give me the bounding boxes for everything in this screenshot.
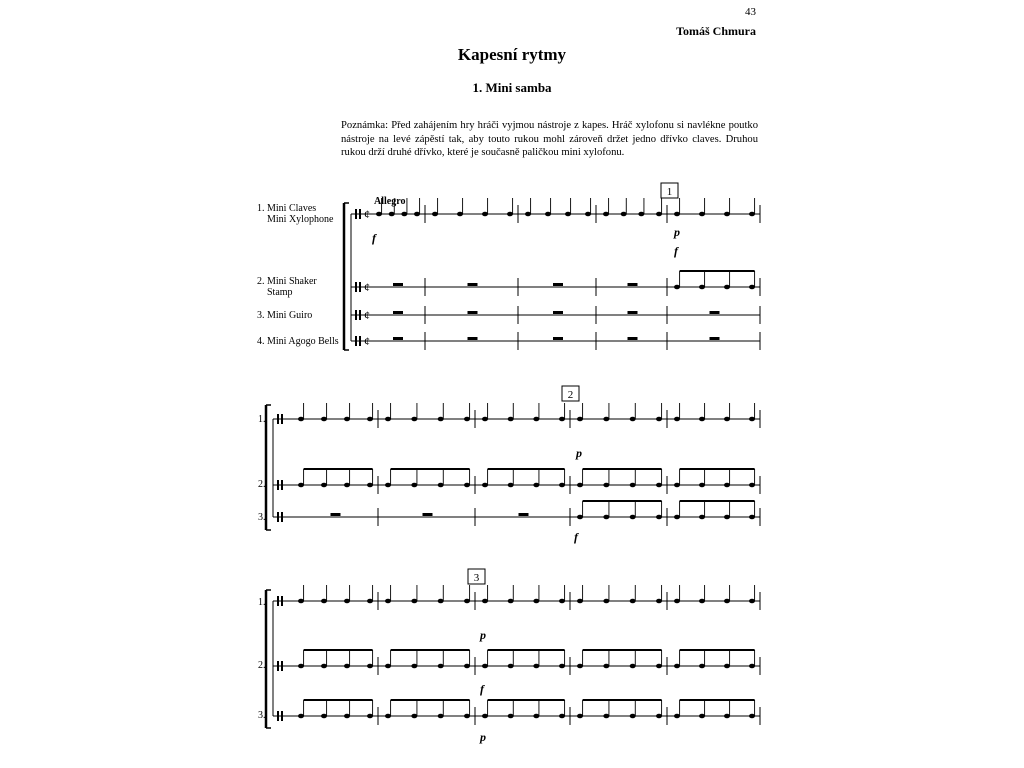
instrument-label-2-line2: Stamp	[267, 287, 293, 298]
note-head	[656, 714, 662, 719]
note-head	[577, 714, 583, 719]
note-head	[656, 483, 662, 488]
whole-rest	[710, 337, 720, 340]
whole-rest	[553, 311, 563, 314]
note-head	[507, 212, 513, 217]
time-signature-cut: ¢	[364, 207, 370, 221]
note-head	[464, 664, 470, 669]
note-head	[508, 599, 514, 604]
dynamic-f-4: f	[480, 682, 484, 696]
note-head	[344, 599, 350, 604]
time-signature-cut: ¢	[364, 334, 370, 348]
note-head	[298, 483, 304, 488]
note-head	[724, 664, 730, 669]
note-head	[464, 483, 470, 488]
note-head	[385, 483, 391, 488]
note-head	[344, 417, 350, 422]
note-head	[385, 664, 391, 669]
note-head	[749, 599, 755, 604]
note-head	[674, 599, 680, 604]
note-head	[321, 714, 327, 719]
note-head	[438, 417, 444, 422]
percussion-clef	[281, 661, 283, 671]
note-head	[699, 664, 705, 669]
note-head	[603, 664, 609, 669]
note-head	[438, 714, 444, 719]
note-head	[656, 417, 662, 422]
piece-title: 1. Mini samba	[472, 80, 552, 95]
note-head	[508, 664, 514, 669]
whole-rest	[553, 283, 563, 286]
note-head	[401, 212, 407, 217]
note-head	[749, 483, 755, 488]
note-head	[603, 417, 609, 422]
whole-rest	[393, 311, 403, 314]
percussion-clef	[281, 414, 283, 424]
percussion-clef	[277, 480, 279, 490]
percussion-clef	[281, 596, 283, 606]
dynamic-f-1: f	[372, 231, 376, 245]
note-head	[438, 483, 444, 488]
performance-note: Poznámka: Před zahájením hry hráči vyjmou nástroje z kapes. Hráč xylofonu si navlékne poutko nástroje na levé zápěstí tak, aby touto rukou mohl zároveň držet jedno dřívko claves. Druhou rukou drží druhé dřívko, které je současně paličkou mini xylofonu.	[341, 120, 758, 158]
note-head	[411, 714, 417, 719]
note-head	[533, 483, 539, 488]
note-head	[724, 417, 730, 422]
whole-rest	[628, 337, 638, 340]
note-head	[577, 664, 583, 669]
note-head	[385, 417, 391, 422]
percussion-clef	[359, 336, 361, 346]
note-head	[411, 599, 417, 604]
note-head	[724, 212, 730, 217]
note-head	[508, 417, 514, 422]
note-head	[411, 483, 417, 488]
note-head	[577, 417, 583, 422]
note-head	[674, 664, 680, 669]
note-head	[603, 515, 609, 520]
note-head	[674, 483, 680, 488]
note-head	[585, 212, 591, 217]
note-head	[749, 664, 755, 669]
note-head	[630, 599, 636, 604]
note-head	[699, 599, 705, 604]
note-head	[344, 483, 350, 488]
note-head	[533, 417, 539, 422]
note-head	[438, 664, 444, 669]
note-head	[411, 417, 417, 422]
note-head	[724, 285, 730, 290]
note-head	[298, 714, 304, 719]
composer-name: Tomáš Chmura	[676, 24, 756, 38]
note-head	[464, 714, 470, 719]
instrument-label-4: 4. Mini Agogo Bells	[257, 336, 339, 347]
note-head	[559, 664, 565, 669]
note-head	[533, 599, 539, 604]
note-head	[385, 599, 391, 604]
note-head	[482, 599, 488, 604]
time-signature-cut: ¢	[364, 280, 370, 294]
percussion-clef	[277, 512, 279, 522]
note-head	[559, 483, 565, 488]
note-head	[389, 212, 395, 217]
note-head	[482, 714, 488, 719]
note-head	[749, 212, 755, 217]
note-head	[630, 515, 636, 520]
note-head	[674, 515, 680, 520]
dynamic-p-2: p	[576, 446, 582, 460]
note-head	[630, 714, 636, 719]
note-head	[414, 212, 420, 217]
note-head	[674, 714, 680, 719]
note-head	[321, 599, 327, 604]
note-head	[367, 483, 373, 488]
percussion-clef	[277, 414, 279, 424]
whole-rest	[710, 311, 720, 314]
percussion-clef	[277, 661, 279, 671]
note-head	[432, 212, 438, 217]
note-head	[321, 664, 327, 669]
note-head	[603, 483, 609, 488]
note-head	[533, 664, 539, 669]
note-head	[464, 417, 470, 422]
note-head	[724, 483, 730, 488]
whole-rest	[468, 337, 478, 340]
note-head	[674, 212, 680, 217]
tempo-marking: Allegro	[374, 196, 406, 207]
note-head	[482, 417, 488, 422]
note-head	[577, 515, 583, 520]
note-head	[656, 599, 662, 604]
percussion-clef	[359, 310, 361, 320]
whole-rest	[468, 311, 478, 314]
short-label-3-s3: 3.	[258, 710, 266, 721]
note-head	[321, 483, 327, 488]
page-number: 43	[745, 6, 756, 18]
note-head	[298, 664, 304, 669]
rehearsal-mark-3: 3	[473, 572, 480, 584]
short-label-2-s2: 2.	[258, 479, 266, 490]
note-head	[630, 664, 636, 669]
note-head	[559, 714, 565, 719]
note-head	[559, 417, 565, 422]
percussion-clef	[359, 282, 361, 292]
note-head	[457, 212, 463, 217]
rehearsal-mark-2: 2	[567, 389, 574, 401]
note-head	[411, 664, 417, 669]
note-head	[749, 714, 755, 719]
instrument-label-3: 3. Mini Guiro	[257, 310, 313, 321]
dynamic-p-3: p	[480, 628, 486, 642]
note-head	[656, 212, 662, 217]
percussion-clef	[355, 336, 357, 346]
note-head	[464, 599, 470, 604]
short-label-1-s3: 1.	[258, 597, 266, 608]
note-head	[603, 212, 609, 217]
whole-rest	[393, 337, 403, 340]
instrument-label-2-line1: 2. Mini Shaker	[257, 276, 317, 287]
note-head	[298, 417, 304, 422]
note-head	[344, 714, 350, 719]
percussion-clef	[359, 209, 361, 219]
note-head	[438, 599, 444, 604]
dynamic-f-2: f	[674, 244, 678, 258]
whole-rest	[393, 283, 403, 286]
short-label-2-s3: 2.	[258, 660, 266, 671]
note-head	[533, 714, 539, 719]
time-signature-cut: ¢	[364, 308, 370, 322]
instrument-label-1-line2: Mini Xylophone	[267, 214, 334, 225]
note-head	[749, 515, 755, 520]
whole-rest	[628, 283, 638, 286]
whole-rest	[468, 283, 478, 286]
note-head	[749, 417, 755, 422]
note-head	[482, 212, 488, 217]
note-head	[545, 212, 551, 217]
note-head	[525, 212, 531, 217]
note-head	[577, 483, 583, 488]
note-head	[699, 285, 705, 290]
note-head	[482, 664, 488, 669]
note-head	[603, 599, 609, 604]
percussion-clef	[355, 282, 357, 292]
rehearsal-mark-1: 1	[666, 186, 673, 198]
percussion-clef	[277, 596, 279, 606]
percussion-clef	[281, 480, 283, 490]
note-head	[630, 483, 636, 488]
note-head	[699, 212, 705, 217]
note-head	[699, 714, 705, 719]
notation-layer	[266, 198, 760, 728]
percussion-clef	[281, 711, 283, 721]
note-head	[630, 417, 636, 422]
instrument-label-1-line1: 1. Mini Claves	[257, 203, 317, 214]
note-head	[699, 483, 705, 488]
whole-rest	[331, 513, 341, 516]
note-head	[298, 599, 304, 604]
note-head	[724, 515, 730, 520]
percussion-clef	[281, 512, 283, 522]
dynamic-f-3: f	[574, 530, 578, 544]
note-head	[577, 599, 583, 604]
percussion-clef	[355, 209, 357, 219]
whole-rest	[423, 513, 433, 516]
whole-rest	[553, 337, 563, 340]
note-head	[656, 515, 662, 520]
note-head	[367, 417, 373, 422]
note-head	[638, 212, 644, 217]
note-head	[321, 417, 327, 422]
note-head	[749, 285, 755, 290]
note-head	[621, 212, 627, 217]
note-head	[565, 212, 571, 217]
dynamic-p-4: p	[480, 730, 486, 744]
note-head	[367, 714, 373, 719]
note-head	[367, 664, 373, 669]
short-label-1-s2: 1.	[258, 414, 266, 425]
note-head	[656, 664, 662, 669]
note-head	[376, 212, 382, 217]
note-head	[508, 483, 514, 488]
short-label-3-s2: 3.	[258, 512, 266, 523]
note-head	[482, 483, 488, 488]
note-head	[367, 599, 373, 604]
note-head	[724, 599, 730, 604]
note-head	[699, 515, 705, 520]
note-head	[699, 417, 705, 422]
note-head	[385, 714, 391, 719]
dynamic-p-1: p	[674, 225, 680, 239]
note-head	[508, 714, 514, 719]
whole-rest	[628, 311, 638, 314]
note-head	[724, 714, 730, 719]
whole-rest	[519, 513, 529, 516]
note-head	[603, 714, 609, 719]
page-title: Kapesní rytmy	[457, 45, 567, 64]
percussion-clef	[277, 711, 279, 721]
note-head	[559, 599, 565, 604]
note-head	[344, 664, 350, 669]
note-head	[674, 285, 680, 290]
percussion-clef	[355, 310, 357, 320]
note-head	[674, 417, 680, 422]
